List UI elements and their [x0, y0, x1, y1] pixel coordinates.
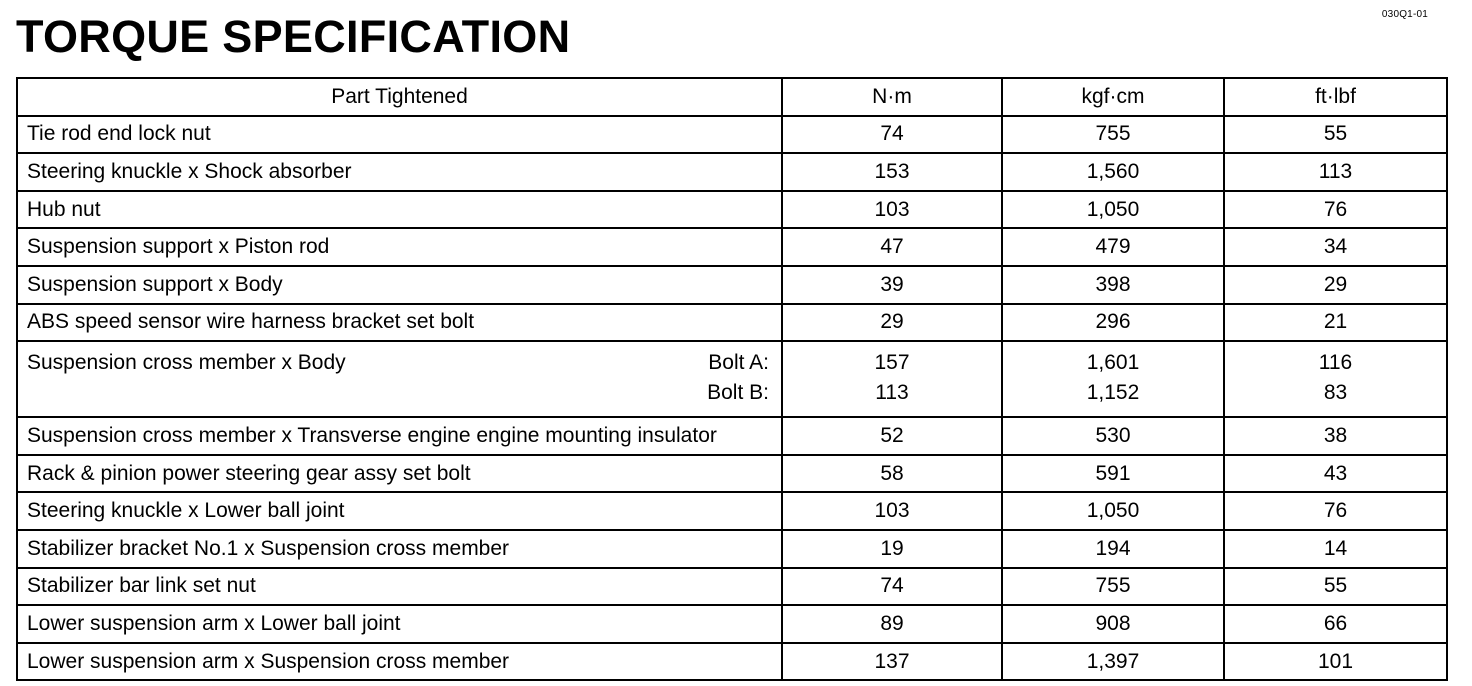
ftlbf-cell: 34 — [1224, 228, 1447, 266]
table-row — [17, 643, 1447, 681]
kgfcm-cell: 591 — [1002, 455, 1224, 493]
ftlbf-cell — [1224, 341, 1447, 417]
nm-cell: 52 — [782, 417, 1002, 455]
header-nm: N·m — [782, 78, 1002, 116]
split-part-label: Suspension cross member x Body — [27, 351, 346, 375]
table-row — [17, 191, 1447, 229]
nm-cell: 47 — [782, 228, 1002, 266]
part-cell: Suspension support x Body — [17, 266, 782, 304]
kgfcm-cell: 755 — [1002, 116, 1224, 154]
table-row — [17, 266, 1447, 304]
kgfcm-cell: 296 — [1002, 304, 1224, 342]
table-row — [17, 304, 1447, 342]
header-ftlbf: ft·lbf — [1224, 78, 1447, 116]
bolt-b-nm: 113 — [875, 381, 909, 405]
table-row — [17, 417, 1447, 455]
table-row — [17, 228, 1447, 266]
nm-cell: 74 — [782, 116, 1002, 154]
bolt-a-nm: 157 — [874, 351, 910, 375]
part-cell: Steering knuckle x Lower ball joint — [17, 492, 782, 530]
part-cell: ABS speed sensor wire harness bracket set bolt — [17, 304, 782, 342]
part-cell: Stabilizer bracket No.1 x Suspension cross member — [17, 530, 782, 568]
part-cell: Rack & pinion power steering gear assy set bolt — [17, 455, 782, 493]
kgfcm-cell: 1,050 — [1002, 492, 1224, 530]
bolt-a-ftlbf: 116 — [1318, 351, 1353, 375]
table-row — [17, 605, 1447, 643]
header-part-tightened: Part Tightened — [17, 78, 782, 116]
bolt-b-label: Bolt B: — [707, 381, 769, 405]
table-row-split — [17, 341, 1447, 417]
ftlbf-cell: 55 — [1224, 568, 1447, 606]
ftlbf-cell: 101 — [1224, 643, 1447, 681]
ftlbf-cell: 76 — [1224, 492, 1447, 530]
bolt-b-ftlbf: 83 — [1323, 381, 1348, 405]
table-row — [17, 116, 1447, 154]
nm-cell: 58 — [782, 455, 1002, 493]
part-cell: Lower suspension arm x Suspension cross member — [17, 643, 782, 681]
part-cell: Suspension cross member x Transverse engine engine mounting insulator — [17, 417, 782, 455]
ftlbf-cell: 29 — [1224, 266, 1447, 304]
nm-cell: 74 — [782, 568, 1002, 606]
bolt-b-kgfcm: 1,152 — [1086, 381, 1140, 405]
table-row — [17, 153, 1447, 191]
ftlbf-cell: 66 — [1224, 605, 1447, 643]
nm-cell: 29 — [782, 304, 1002, 342]
part-cell — [17, 341, 782, 417]
ftlbf-cell: 113 — [1224, 153, 1447, 191]
nm-cell: 39 — [782, 266, 1002, 304]
nm-cell: 153 — [782, 153, 1002, 191]
kgfcm-cell: 479 — [1002, 228, 1224, 266]
bolt-labels — [707, 348, 769, 408]
document-id: 030Q1-01 — [1381, 9, 1428, 20]
ftlbf-cell: 14 — [1224, 530, 1447, 568]
table-row — [17, 455, 1447, 493]
kgfcm-cell: 398 — [1002, 266, 1224, 304]
ftlbf-cell: 38 — [1224, 417, 1447, 455]
kgfcm-cell: 194 — [1002, 530, 1224, 568]
kgfcm-cell: 530 — [1002, 417, 1224, 455]
page-title: TORQUE SPECIFICATION — [16, 11, 571, 62]
nm-cell: 19 — [782, 530, 1002, 568]
kgfcm-cell: 908 — [1002, 605, 1224, 643]
kgfcm-cell: 1,050 — [1002, 191, 1224, 229]
ftlbf-cell: 55 — [1224, 116, 1447, 154]
torque-spec-table — [16, 77, 1448, 681]
part-cell: Tie rod end lock nut — [17, 116, 782, 154]
kgfcm-cell: 755 — [1002, 568, 1224, 606]
header-kgfcm: kgf·cm — [1002, 78, 1224, 116]
part-cell: Steering knuckle x Shock absorber — [17, 153, 782, 191]
nm-cell: 137 — [782, 643, 1002, 681]
bolt-a-label: Bolt A: — [708, 351, 769, 375]
part-cell: Stabilizer bar link set nut — [17, 568, 782, 606]
table-row — [17, 492, 1447, 530]
ftlbf-cell: 76 — [1224, 191, 1447, 229]
nm-cell — [782, 341, 1002, 417]
part-cell: Suspension support x Piston rod — [17, 228, 782, 266]
bolt-a-kgfcm: 1,601 — [1086, 351, 1140, 375]
nm-cell: 103 — [782, 191, 1002, 229]
kgfcm-cell: 1,560 — [1002, 153, 1224, 191]
nm-cell: 103 — [782, 492, 1002, 530]
ftlbf-cell: 21 — [1224, 304, 1447, 342]
table-header-row — [17, 78, 1447, 116]
table-row — [17, 530, 1447, 568]
kgfcm-cell: 1,397 — [1002, 643, 1224, 681]
kgfcm-cell — [1002, 341, 1224, 417]
part-cell: Lower suspension arm x Lower ball joint — [17, 605, 782, 643]
ftlbf-cell: 43 — [1224, 455, 1447, 493]
part-cell: Hub nut — [17, 191, 782, 229]
nm-cell: 89 — [782, 605, 1002, 643]
table-row — [17, 568, 1447, 606]
